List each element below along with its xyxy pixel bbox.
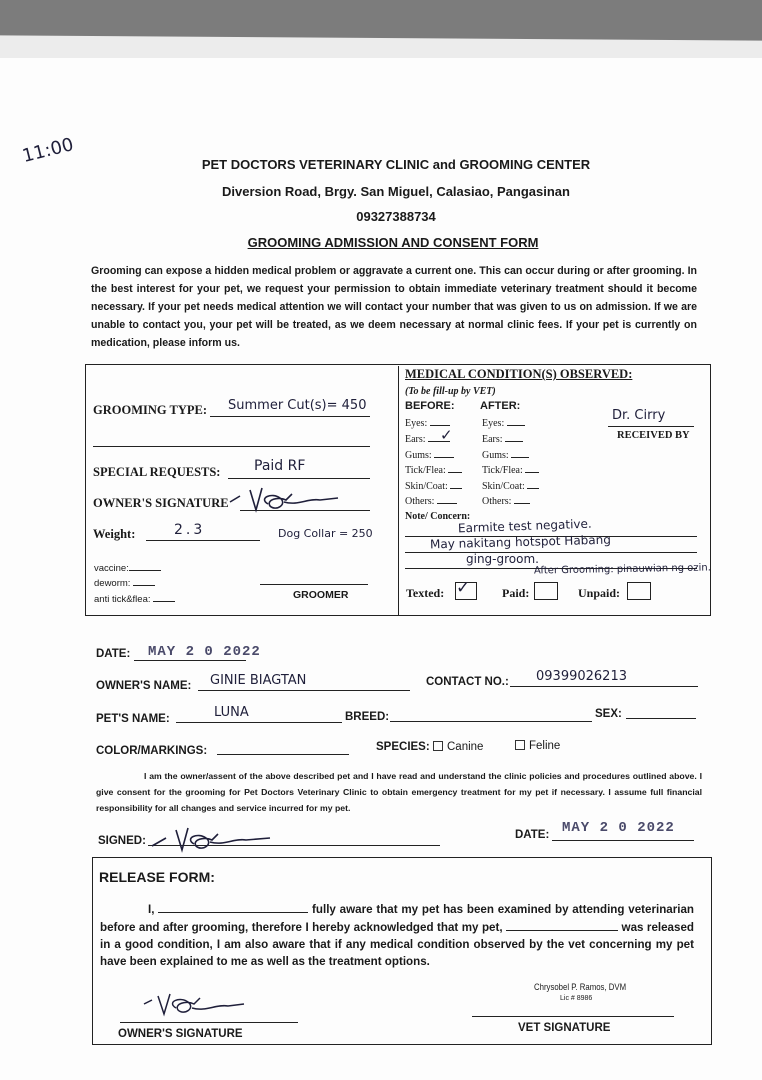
form-title: GROOMING ADMISSION AND CONSENT FORM	[247, 235, 539, 250]
pet-name-label: PET'S NAME:	[96, 713, 170, 725]
box-divider	[398, 366, 399, 615]
date-value: MAY 2 0 2022	[148, 644, 261, 660]
grooming-type-label: GROOMING TYPE:	[93, 403, 208, 417]
signed-date-value: MAY 2 0 2022	[562, 820, 675, 836]
paid-checkbox[interactable]	[534, 582, 558, 600]
weight-value: 2.3	[174, 522, 206, 538]
breed-label: BREED:	[345, 711, 390, 723]
before-item: Tick/Flea:	[405, 465, 462, 476]
after-item: Others:	[482, 496, 530, 507]
before-item: Eyes:	[405, 418, 450, 429]
received-by-label: RECEIVED BY	[617, 430, 690, 441]
color-markings-line	[217, 754, 349, 755]
grooming-type-line	[210, 416, 370, 417]
pet-name-value: LUNA	[214, 705, 249, 720]
owner-name-line	[198, 690, 410, 691]
before-label: BEFORE:	[405, 400, 455, 412]
special-requests-line	[228, 478, 370, 479]
owner-signature-icon	[228, 484, 348, 516]
after-item: Skin/Coat:	[482, 481, 539, 492]
groomer-label: GROOMER	[293, 589, 349, 601]
grooming-type-value: Summer Cut(s)= 450	[228, 398, 367, 413]
pet-name-line	[176, 722, 342, 723]
release-title: RELEASE FORM:	[99, 869, 215, 885]
owner-name-label: OWNER'S NAME:	[96, 680, 192, 692]
after-label: AFTER:	[480, 400, 521, 412]
weight-label: Weight:	[93, 527, 136, 541]
intro-paragraph: Grooming can expose a hidden medical problem or aggravate a current one. This can occur during or after grooming. In the best interest for your pet, we request your permission to obtain immediate veterinary treatment should it become necessary. If your pet needs medical attention we will contact your number that was given to us on admission. If we are unable to contact you, your pet will be treated, as we deem necessary at normal clinic fees. If your pet is currently on medication, please inform us.	[91, 265, 697, 349]
release-owner-signature-icon	[140, 990, 250, 1022]
unpaid-checkbox[interactable]	[627, 582, 651, 600]
note-rule-2	[405, 552, 697, 553]
signed-signature-icon	[150, 822, 280, 854]
texted-check-mark: ✓	[456, 578, 471, 598]
texted-label: Texted:	[406, 586, 445, 600]
after-item: Ears:	[482, 434, 523, 445]
note-line-4: After Grooming: pinauwian ng ozin.	[533, 562, 711, 577]
signed-label: SIGNED:	[98, 835, 146, 847]
before-item: Ears:	[405, 434, 450, 445]
before-item: Others:	[405, 496, 457, 507]
groomer-line	[260, 584, 368, 585]
signed-date-line	[552, 840, 694, 841]
vet-sig-line	[472, 1016, 674, 1017]
dog-collar-value: Dog Collar = 250	[278, 527, 373, 540]
special-requests-label: SPECIAL REQUESTS:	[93, 465, 221, 479]
special-requests-value: Paid RF	[254, 458, 306, 474]
before-item: Gums:	[405, 450, 454, 461]
feline-checkbox[interactable]	[515, 740, 525, 750]
clinic-name: PET DOCTORS VETERINARY CLINIC and GROOMING CENTER	[201, 157, 591, 172]
date-label: DATE:	[96, 648, 131, 660]
consent-paragraph: I am the owner/assent of the above described pet and I have read and understand the clinic policies and procedures outlined above. I give consent for the grooming for Pet Doctors Veterinary Clinic to obtain emergency treatment for my pet if necessary. I assume full financial responsibility for all changes and service incurred for my pet.	[96, 771, 702, 813]
paid-label: Paid:	[502, 586, 530, 600]
after-item: Eyes:	[482, 418, 525, 429]
breed-line	[390, 721, 592, 722]
before-item: Skin/Coat:	[405, 481, 462, 492]
sex-line	[626, 718, 696, 719]
medical-title: MEDICAL CONDITION(S) OBSERVED:	[405, 367, 633, 381]
contact-value: 09399026213	[536, 669, 627, 684]
release-owner-sig-line	[120, 1022, 298, 1023]
note-label: Note/ Concern:	[405, 511, 471, 522]
owner-name-value: GINIE BIAGTAN	[210, 673, 307, 688]
weight-line	[146, 540, 260, 541]
received-by-name: Dr. Cirry	[612, 408, 666, 423]
clinic-phone: 09327388734	[356, 209, 436, 224]
color-markings-label: COLOR/MARKINGS:	[96, 745, 208, 757]
unpaid-label: Unpaid:	[578, 586, 621, 600]
grooming-type-line2	[93, 446, 370, 447]
sex-label: SEX:	[595, 708, 622, 720]
after-item: Tick/Flea:	[482, 465, 539, 476]
canine-checkbox[interactable]	[433, 741, 443, 751]
signed-date-label: DATE:	[515, 829, 550, 841]
vet-name: Chrysobel P. Ramos, DVM	[534, 982, 627, 993]
release-paragraph: I, fully aware that my pet has been examined by attending veterinarian before and after grooming, therefore I hereby acknowledged that my pet, was released in a good condition, I am also aware that if any medical condition observed by the vet concerning my pet have been explained to me as well as the treatment options.	[100, 900, 694, 970]
note-line-2: May nakitang hotspot Habang	[429, 532, 612, 552]
species-feline-option[interactable]: Feline	[515, 740, 560, 752]
contact-line	[510, 686, 698, 687]
species-canine-option[interactable]: Canine	[433, 741, 483, 753]
release-owner-signature-label: OWNER'S SIGNATURE	[118, 1028, 243, 1040]
medical-subtitle: (To be fill-up by VET)	[405, 386, 496, 397]
vet-license: Lic # 8986	[560, 995, 593, 1002]
antitick-label: anti tick&flea:	[94, 594, 175, 605]
deworm-label: deworm:	[94, 578, 155, 589]
vaccine-label: vaccine:	[94, 563, 161, 574]
note-line-1: Earmite test negative.	[457, 516, 592, 536]
vet-signature-label: VET SIGNATURE	[518, 1022, 611, 1034]
species-label: SPECIES:	[376, 741, 430, 753]
ears-check-mark: ✓	[440, 426, 453, 444]
contact-label: CONTACT NO.:	[426, 676, 509, 688]
owner-signature-label: OWNER'S SIGNATURE	[93, 496, 229, 510]
after-item: Gums:	[482, 450, 529, 461]
note-line-3: ging-groom.	[466, 552, 539, 566]
time-note: 11:00	[20, 134, 76, 167]
clinic-address: Diversion Road, Brgy. San Miguel, Calasiao, Pangasinan	[222, 184, 570, 199]
received-by-line	[608, 426, 694, 427]
date-line	[134, 660, 246, 661]
